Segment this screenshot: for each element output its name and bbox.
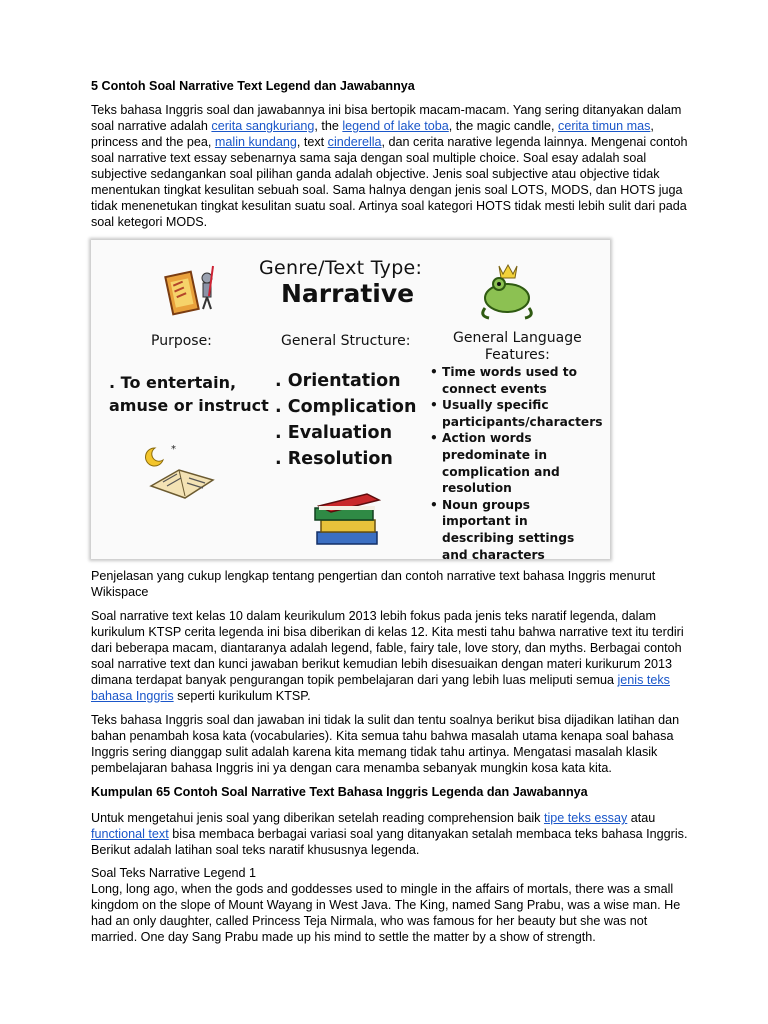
vocabulary-paragraph: Teks bahasa Inggris soal dan jawaban ini tidak la sulit dan tentu soalnya berikut bisa dijadikan latihan dan bahan penambah kosa kata (vocabularies). Kita semua tahu bahwa masalah utama kenapa soal bahasa Inggris sering dianggap sulit adalah karena kita memang tidak tahu artinya. Mengatasi masalah klasik pembelajaran bahasa Inggris ini ya dengan cara menamba sebanyak mungkin kosa kata kita. [91,713,680,775]
figure-subtitle: Narrative [281,279,415,308]
structure-item: . Orientation [275,368,416,394]
legend-title: Soal Teks Narrative Legend 1 [91,866,256,880]
figure-title: Genre/Text Type: [259,257,423,279]
link-jenis-teks-bahasa-inggris[interactable]: jenis teks bahasa Inggris [91,673,670,703]
book-knight-icon [163,260,225,322]
heading-contoh-soal: 5 Contoh Soal Narrative Text Legend dan Jawabannya [91,79,415,93]
heading-kumpulan-soal: Kumpulan 65 Contoh Soal Narrative Text Bahasa Inggris Legenda dan Jawabannya [91,785,588,799]
wikispace-paragraph: Penjelasan yang cukup lengkap tentang pengertian dan contoh narrative text bahasa Inggris menurut Wikispace [91,569,656,599]
link-cinderella[interactable]: cinderella [327,135,382,149]
link-legend-of-lake-toba[interactable]: legend of lake toba [342,119,449,133]
link-functional-text[interactable]: functional text [91,827,169,841]
link-cerita-sangkuriang[interactable]: cerita sangkuriang [211,119,315,133]
language-feature: • Action words predominate in complication and resolution [430,430,600,496]
structure-item: . Complication [275,394,416,420]
structure-item: . Evaluation [275,420,416,446]
structure-label: General Structure: [281,333,411,349]
language-feature: • Noun groups important in describing settings and characters [430,497,600,563]
link-tipe-teks-essay[interactable]: tipe teks essay [543,811,628,825]
structure-item: . Resolution [275,446,416,472]
language-features-list [430,364,603,563]
language-feature: • Time words used to connect events [430,364,600,397]
frog-prince-icon [477,260,537,322]
language-feature: • Usually specific participants/characters [430,397,600,430]
kurikulum-paragraph: Soal narrative text kelas 10 dalam keurikulum 2013 lebih fokus pada jenis teks naratif legenda, dalam kurikulum KTSP cerita legenda ini bisa diberikan di kelas 12. Kita mesti tahu bahwa narrative text itu terdiri dari beberapa macam, diantaranya adalah legend, fable, fairy tale, love story, dan myths. Berbagai contoh soal narrative text dan kunci jawaban berikut kemudian lebih disesuaikan dengan materi kurikurum 2013 dimana terdapat banyak pengurangan topik pembelajaran dari yang lebih luas meliputi semua jenis teks bahasa Inggris seperti kurikulum KTSP. [91,609,684,703]
link-cerita-timun-mas[interactable]: cerita timun mas [558,119,651,133]
intro-paragraph: Teks bahasa Inggris soal dan jawabannya ini bisa bertopik macam-macam. Yang sering ditanyakan dalam soal narrative adalah cerita sangkuriang, the legend of lake toba, the magic candle, cerita timun mas, princess and the pea, malin kundang, text cinderella, dan cerita narative legenda lainnya. Mengenai contoh soal narrative text essay sebenarnya sama saja dengan soal multiple choice. Soal esay adalah soal subjective sedangankan soal pilihan ganda adalah objective. Jenis soal subjective atau objective tidak menentukan tingkat kesulitan sebuah soal. Sama halnya dengan jenis soal LOTS, MODS, dan HOTS juga tidak menenetukan tingkat kesulitan suatu soal. Artinya soal kategori HOTS tidak mesti lebih sulit dari pada soal ketegori MODS. [91,103,688,229]
structure-list [275,368,416,472]
legend-story-text: Long, long ago, when the gods and goddesses used to mingle in the affairs of mortals, there was a small kingdom on the slope of Mount Wayang in West Java. The King, named Sang Prabu, was a wise man. He had an only daughter, called Princess Teja Nirmala, who was famous for her beauty but she was not married. One day Sang Prabu made up his mind to settle the matter by a show of strength. [91,882,681,944]
purpose-label: Purpose: [151,333,212,349]
book-stack-icon [311,488,383,554]
purpose-text: . To entertain, amuse or instruct [109,373,269,415]
link-malin-kundang[interactable]: malin kundang [214,135,297,149]
svg-text:*: * [171,444,176,455]
moon-book-icon [141,440,219,502]
reading-comprehension-paragraph: Untuk mengetahui jenis soal yang diberikan setelah reading comprehension baik tipe teks essay atau functional text bisa membaca berbagai variasi soal yang ditanyakan setalah membaca teks bahasa Inggris. Berikut adalah latihan soal teks naratif khususnya legenda. [91,811,688,857]
language-label: General Language Features: [453,330,582,363]
narrative-genre-figure [91,240,610,562]
